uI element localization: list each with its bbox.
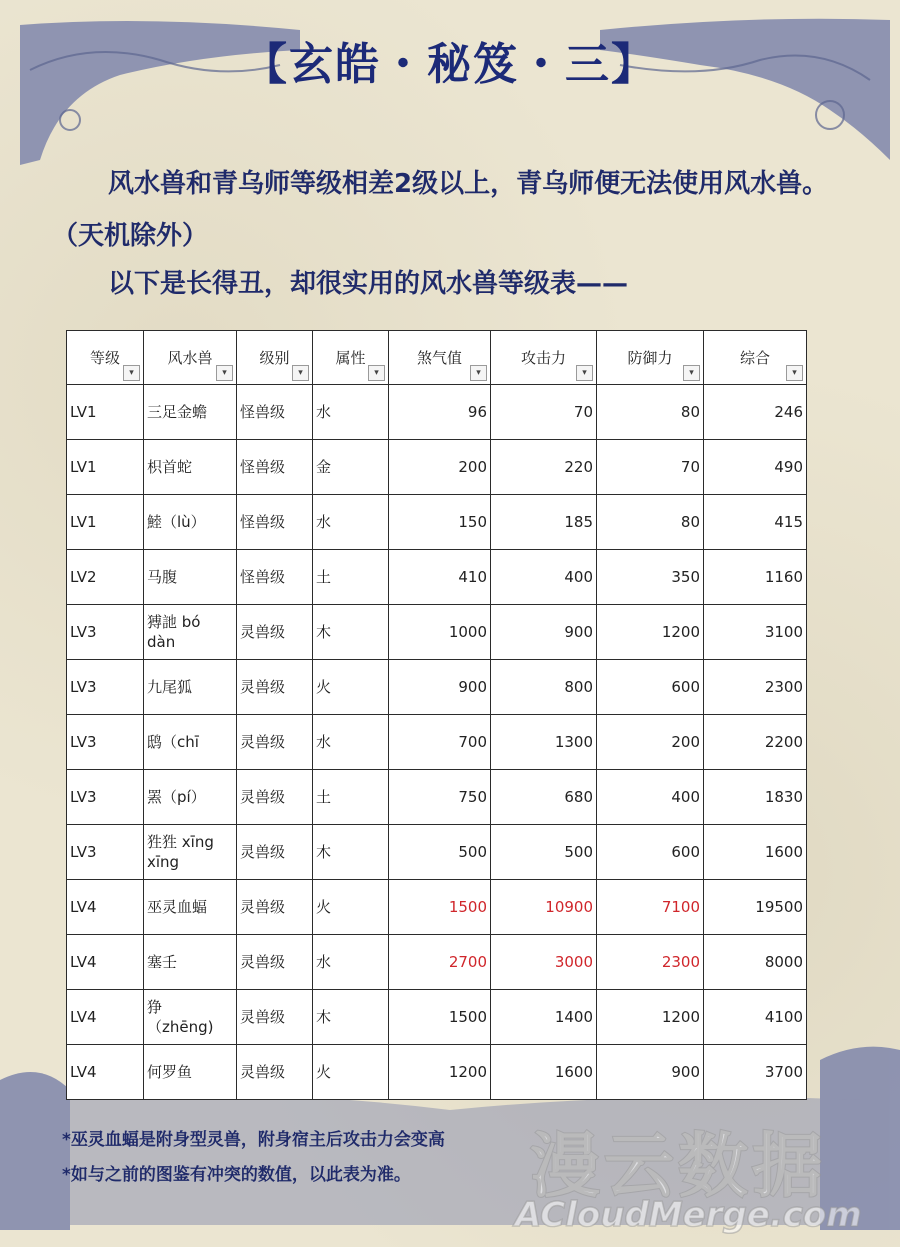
cell-defense: 1200 [597, 990, 704, 1045]
cell-rank: 怪兽级 [237, 385, 313, 440]
cell-element: 水 [313, 385, 389, 440]
cell-sha: 1200 [389, 1045, 491, 1100]
cell-total: 3700 [704, 1045, 807, 1100]
table-row [67, 1045, 807, 1100]
cell-rank: 怪兽级 [237, 440, 313, 495]
cell-beast: 巫灵血蝠 [144, 880, 237, 935]
cell-defense: 600 [597, 660, 704, 715]
table-row [67, 660, 807, 715]
cell-beast: 三足金蟾 [144, 385, 237, 440]
cell-sha: 410 [389, 550, 491, 605]
cell-beast: 鯥（lù） [144, 495, 237, 550]
cell-total: 3100 [704, 605, 807, 660]
footnote-1: *巫灵血蝠是附身型灵兽，附身宿主后攻击力会变高 [62, 1130, 445, 1150]
cell-sha: 1500 [389, 880, 491, 935]
cell-rank: 灵兽级 [237, 990, 313, 1045]
cell-rank: 怪兽级 [237, 550, 313, 605]
watermark-logo: 漫云数据 [530, 1125, 826, 1207]
cell-beast: 枳首蛇 [144, 440, 237, 495]
cell-rank: 灵兽级 [237, 715, 313, 770]
cell-level: LV3 [67, 605, 144, 660]
cell-sha: 96 [389, 385, 491, 440]
table-row [67, 935, 807, 990]
cell-defense: 400 [597, 770, 704, 825]
cell-element: 水 [313, 715, 389, 770]
cell-defense: 200 [597, 715, 704, 770]
header-attack: 攻击力 ▾ [491, 331, 597, 385]
cell-attack: 1400 [491, 990, 597, 1045]
filter-dropdown-icon[interactable]: ▾ [683, 365, 700, 381]
cell-attack: 185 [491, 495, 597, 550]
table-row [67, 550, 807, 605]
cell-sha: 1000 [389, 605, 491, 660]
table-row [67, 715, 807, 770]
cell-beast: 塞壬 [144, 935, 237, 990]
cell-total: 2300 [704, 660, 807, 715]
cell-sha: 700 [389, 715, 491, 770]
cell-level: LV1 [67, 440, 144, 495]
cell-level: LV4 [67, 935, 144, 990]
cell-defense: 1200 [597, 605, 704, 660]
filter-dropdown-icon[interactable]: ▾ [786, 365, 803, 381]
cell-beast: 马腹 [144, 550, 237, 605]
header-beast: 风水兽 ▾ [144, 331, 237, 385]
cell-beast: 何罗鱼 [144, 1045, 237, 1100]
cell-defense: 900 [597, 1045, 704, 1100]
cell-rank: 灵兽级 [237, 605, 313, 660]
cell-element: 水 [313, 495, 389, 550]
filter-dropdown-icon[interactable]: ▾ [368, 365, 385, 381]
filter-dropdown-icon[interactable]: ▾ [576, 365, 593, 381]
cell-element: 土 [313, 550, 389, 605]
cell-sha: 2700 [389, 935, 491, 990]
filter-dropdown-icon[interactable]: ▾ [470, 365, 487, 381]
cell-attack: 800 [491, 660, 597, 715]
cell-defense: 600 [597, 825, 704, 880]
cell-attack: 680 [491, 770, 597, 825]
header-element: 属性 ▾ [313, 331, 389, 385]
cell-level: LV2 [67, 550, 144, 605]
cell-rank: 灵兽级 [237, 1045, 313, 1100]
cell-sha: 500 [389, 825, 491, 880]
table-row [67, 990, 807, 1045]
filter-dropdown-icon[interactable]: ▾ [292, 365, 309, 381]
cell-total: 1830 [704, 770, 807, 825]
cell-level: LV4 [67, 990, 144, 1045]
cell-sha: 1500 [389, 990, 491, 1045]
header-level: 等级 ▾ [67, 331, 144, 385]
cell-beast: 猼訑 bó dàn [144, 605, 237, 660]
cell-total: 246 [704, 385, 807, 440]
table-row [67, 495, 807, 550]
cell-element: 木 [313, 825, 389, 880]
table-row [67, 385, 807, 440]
table-row [67, 880, 807, 935]
cell-rank: 灵兽级 [237, 660, 313, 715]
cell-attack: 500 [491, 825, 597, 880]
table-row [67, 605, 807, 660]
cell-sha: 150 [389, 495, 491, 550]
cell-attack: 3000 [491, 935, 597, 990]
cell-attack: 400 [491, 550, 597, 605]
cell-attack: 1600 [491, 1045, 597, 1100]
cell-level: LV3 [67, 660, 144, 715]
cell-attack: 900 [491, 605, 597, 660]
cell-defense: 70 [597, 440, 704, 495]
cell-defense: 80 [597, 495, 704, 550]
filter-dropdown-icon[interactable]: ▾ [123, 365, 140, 381]
cell-level: LV1 [67, 385, 144, 440]
cell-sha: 750 [389, 770, 491, 825]
cell-element: 土 [313, 770, 389, 825]
cell-level: LV1 [67, 495, 144, 550]
cell-attack: 1300 [491, 715, 597, 770]
cell-element: 金 [313, 440, 389, 495]
table-header-row [67, 331, 807, 385]
table-row [67, 770, 807, 825]
cell-rank: 灵兽级 [237, 770, 313, 825]
table-row [67, 440, 807, 495]
cell-attack: 10900 [491, 880, 597, 935]
cell-total: 19500 [704, 880, 807, 935]
cell-element: 火 [313, 880, 389, 935]
cell-total: 1600 [704, 825, 807, 880]
header-total: 综合 ▾ [704, 331, 807, 385]
cell-rank: 灵兽级 [237, 935, 313, 990]
header-rank: 级别 ▾ [237, 331, 313, 385]
cell-attack: 70 [491, 385, 597, 440]
cell-defense: 7100 [597, 880, 704, 935]
cell-defense: 80 [597, 385, 704, 440]
cell-rank: 灵兽级 [237, 880, 313, 935]
cell-total: 415 [704, 495, 807, 550]
cell-defense: 2300 [597, 935, 704, 990]
cell-level: LV3 [67, 770, 144, 825]
cell-beast: 鸱（chī [144, 715, 237, 770]
intro-subtitle: 以下是长得丑，却很实用的风水兽等级表—— [108, 269, 629, 299]
cell-total: 4100 [704, 990, 807, 1045]
cell-total: 8000 [704, 935, 807, 990]
cell-attack: 220 [491, 440, 597, 495]
cell-total: 1160 [704, 550, 807, 605]
watermark-url: ACloudMerge.com [515, 1195, 862, 1235]
cell-level: LV3 [67, 715, 144, 770]
cell-beast: 九尾狐 [144, 660, 237, 715]
cell-rank: 怪兽级 [237, 495, 313, 550]
cell-element: 水 [313, 935, 389, 990]
cell-level: LV4 [67, 1045, 144, 1100]
header-sha: 煞气值 ▾ [389, 331, 491, 385]
cell-rank: 灵兽级 [237, 825, 313, 880]
intro-paragraph: 风水兽和青乌师等级相差2级以上，青乌师便无法使用风水兽。（天机除外） [52, 169, 829, 251]
cell-defense: 350 [597, 550, 704, 605]
cell-beast: 狰 （zhēng) [144, 990, 237, 1045]
filter-dropdown-icon[interactable]: ▾ [216, 365, 233, 381]
cell-sha: 200 [389, 440, 491, 495]
cell-element: 火 [313, 1045, 389, 1100]
cell-level: LV4 [67, 880, 144, 935]
cell-element: 火 [313, 660, 389, 715]
footnote-2: *如与之前的图鉴有冲突的数值，以此表为准。 [62, 1165, 411, 1185]
cell-level: LV3 [67, 825, 144, 880]
cell-element: 木 [313, 990, 389, 1045]
cell-element: 木 [313, 605, 389, 660]
cell-beast: 狌狌 xīng xīng [144, 825, 237, 880]
cell-total: 2200 [704, 715, 807, 770]
page-title: 【玄皓・秘笈・三】 [243, 39, 657, 90]
cell-beast: 罴（pí） [144, 770, 237, 825]
cell-sha: 900 [389, 660, 491, 715]
beast-level-table [66, 330, 807, 1100]
cell-total: 490 [704, 440, 807, 495]
table-row [67, 825, 807, 880]
header-defense: 防御力 ▾ [597, 331, 704, 385]
